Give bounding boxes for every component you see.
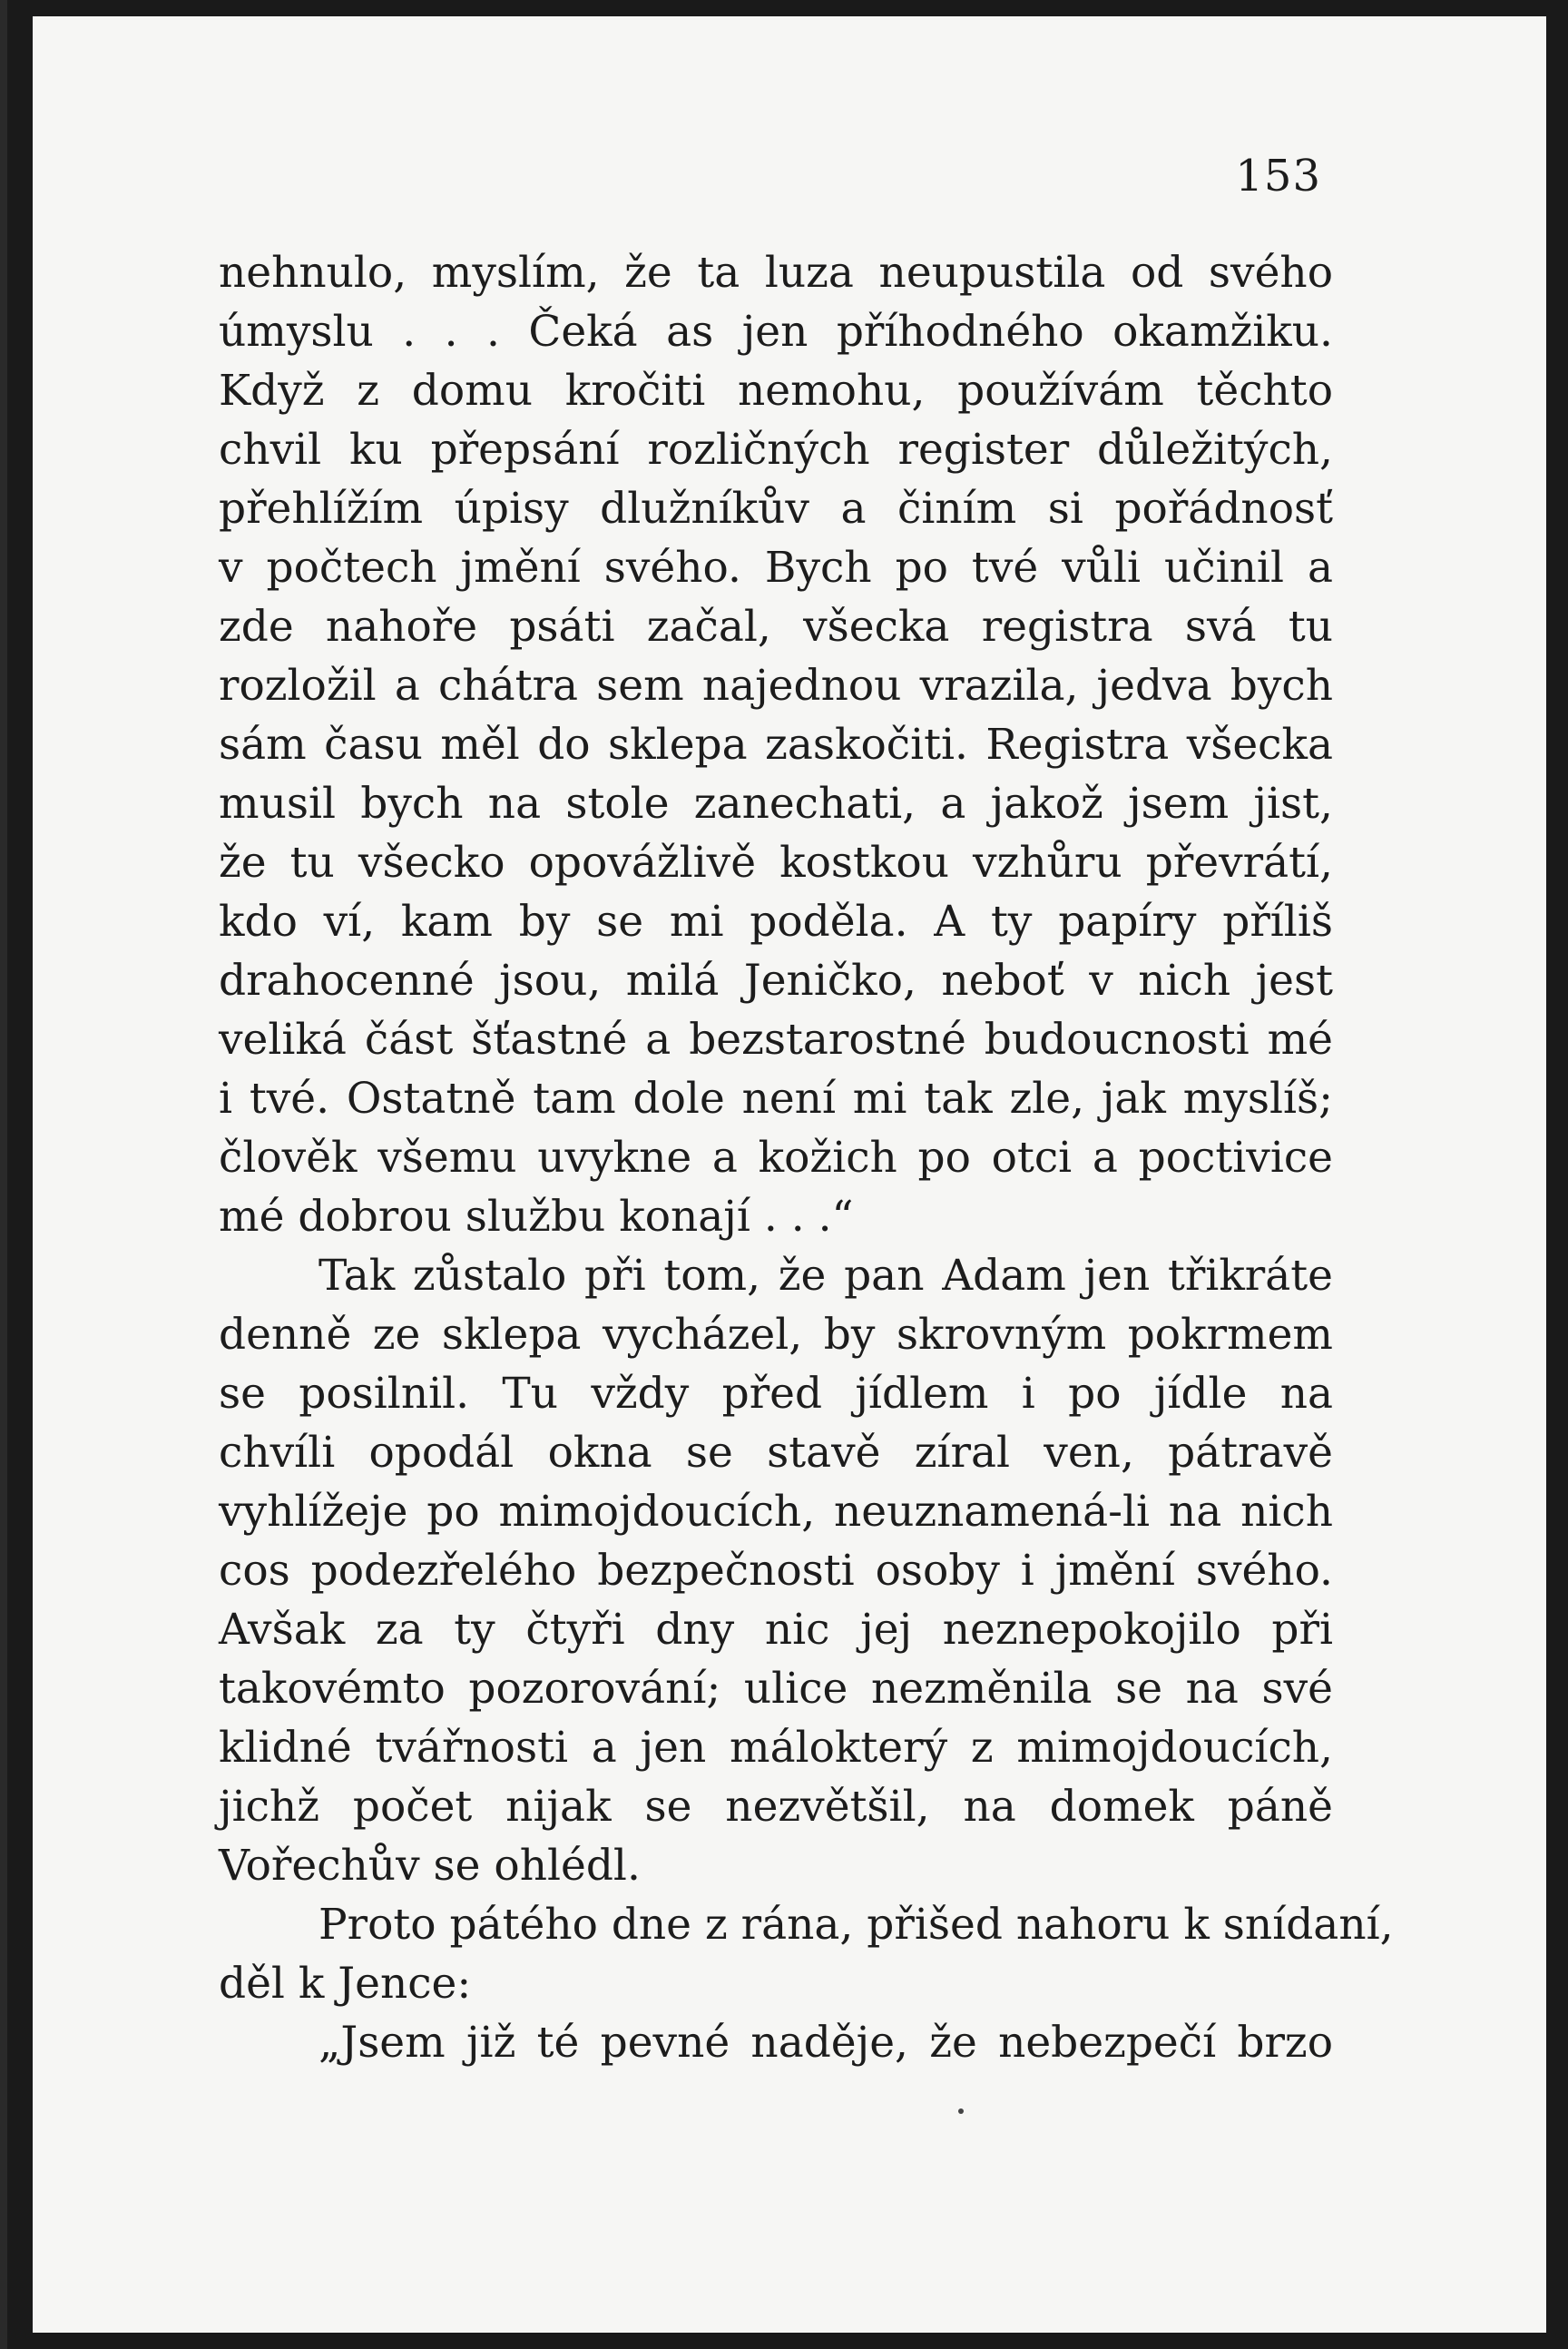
paragraph-start-line: „Jsem již té pevné naděje, že nebezpečí brzo — [318, 2018, 1333, 2068]
text-line: jichž počet nijak se nezvětšil, na domek páně — [219, 1782, 1333, 1832]
text-line: Vořechův se ohlédl. — [219, 1841, 641, 1891]
text-line: chvil ku přepsání rozličných register důležitých, — [219, 425, 1333, 475]
text-line: Když z domu kročiti nemohu, používám těchto — [219, 366, 1333, 416]
text-line: rozložil a chátra sem najednou vrazila, jedva bych — [219, 661, 1333, 711]
body-text — [219, 243, 1394, 2072]
text-line: denně ze sklepa vycházel, by skrovným pokrmem — [219, 1310, 1333, 1360]
text-line: takovémto pozorování; ulice nezměnila se na své — [219, 1664, 1333, 1714]
text-line: cos podezřelého bezpečnosti osoby i jmění svého. — [219, 1546, 1333, 1596]
text-line: zde nahoře psáti začal, všecka registra svá tu — [219, 602, 1333, 652]
text-line: v počtech jmění svého. Bych po tvé vůli učinil a — [219, 543, 1333, 593]
text-line: veliká část šťastné a bezstarostné budoucnosti mé — [219, 1015, 1333, 1065]
text-line: nehnulo, myslím, že ta luza neupustila od svého — [219, 248, 1333, 298]
page-edge-shadow — [0, 0, 7, 2349]
text-line: chvíli opodál okna se stavě zíral ven, pátravě — [219, 1428, 1333, 1478]
text-line: musil bych na stole zanechati, a jakož jsem jist, — [219, 779, 1333, 829]
text-line: člověk všemu uvykne a kožich po otci a poctivice — [219, 1133, 1333, 1183]
text-line: úmyslu . . . Čeká as jen příhodného okamžiku. — [219, 307, 1333, 357]
text-line: Avšak za ty čtyři dny nic jej neznepokojilo při — [219, 1605, 1333, 1655]
text-line: sám času měl do sklepa zaskočiti. Registra všecka — [219, 720, 1333, 770]
text-line: přehlížím úpisy dlužníkův a činím si pořádnosť — [219, 484, 1333, 534]
book-page — [33, 16, 1546, 2333]
text-line: drahocenné jsou, milá Jeničko, neboť v nich jest — [219, 956, 1333, 1006]
text-line: i tvé. Ostatně tam dole není mi tak zle, jak myslíš; — [219, 1074, 1333, 1124]
text-line: se posilnil. Tu vždy před jídlem i po jídle na — [219, 1369, 1333, 1419]
paragraph-start-line: Tak zůstalo při tom, že pan Adam jen třikráte — [318, 1251, 1333, 1301]
paragraph-start-line: Proto pátého dne z rána, přišed nahoru k snídaní, — [318, 1900, 1394, 1950]
paper-speck — [958, 2108, 964, 2114]
text-line: vyhlížeje po mimojdoucích, neuznamená-li na nich — [219, 1487, 1333, 1537]
text-line: klidné tvářnosti a jen málokterý z mimojdoucích, — [219, 1723, 1333, 1773]
text-line: mé dobrou službu konají . . .“ — [219, 1192, 854, 1242]
text-line: děl k Jence: — [219, 1959, 472, 2009]
page-number: 153 — [1235, 151, 1321, 201]
text-line: kdo ví, kam by se mi poděla. A ty papíry příliš — [219, 897, 1333, 947]
text-line: že tu všecko opovážlivě kostkou vzhůru převrátí, — [219, 838, 1333, 888]
